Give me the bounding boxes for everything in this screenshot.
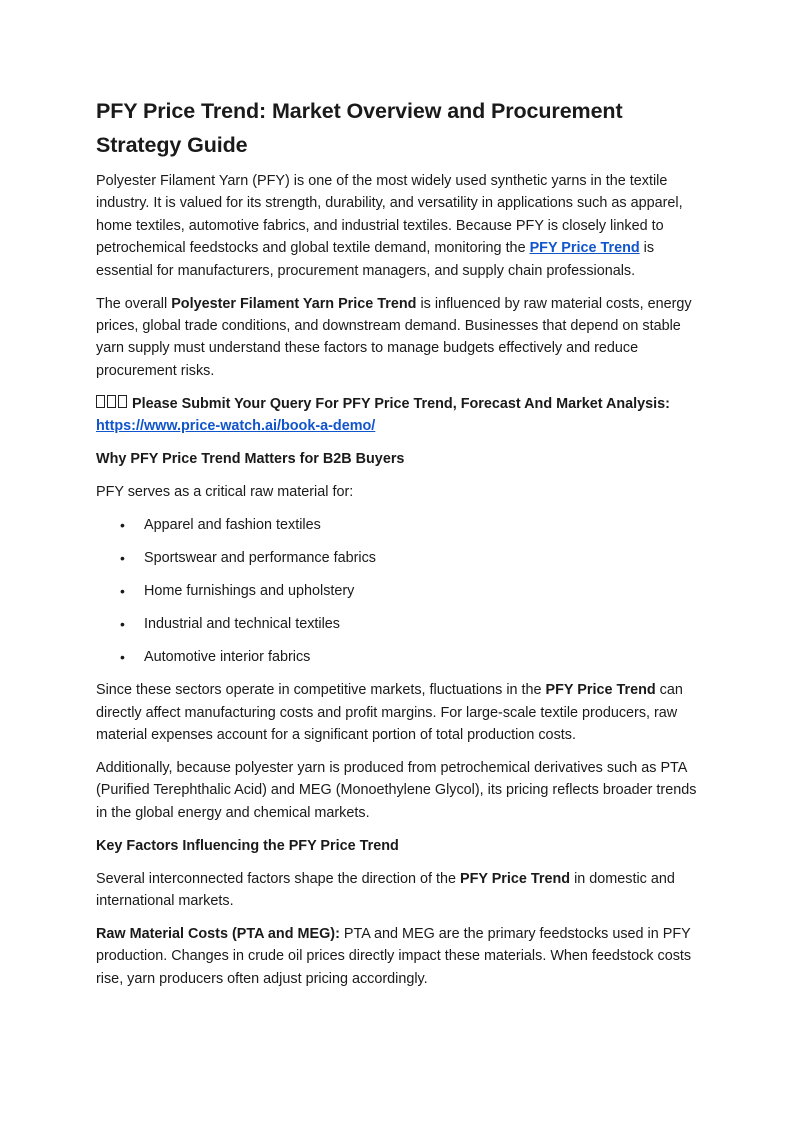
cta-label: Please Submit Your Query For PFY Price Trend, Forecast And Market Analysis:: [132, 395, 670, 412]
bullet-icon: •: [120, 616, 125, 633]
raw-material-paragraph: [96, 923, 700, 990]
overall-text: The overall: [96, 295, 172, 312]
sector-list: [96, 514, 700, 669]
list-item: [96, 547, 700, 569]
book-demo-url-link[interactable]: https://www.price-watch.ai/book-a-demo/: [96, 418, 376, 435]
list-item-text: Industrial and technical textiles: [144, 616, 340, 633]
section-heading-factors: Key Factors Influencing the PFY Price Trend: [96, 837, 399, 854]
raw-material-text: PTA and MEG are the primary feedstocks used in PFY production. Changes in crude oil prices directly impact these materials. When feedstock costs rise, yarn producers often adjust pricing accordingly.: [96, 925, 692, 987]
additionally-paragraph: Additionally, because polyester yarn is produced from petrochemical derivatives such as PTA (Purified Terephthalic Acid) and MEG (Monoethylene Glycol), its pricing reflects broader trends in the global energy and chemical markets.: [96, 759, 697, 821]
list-item: [96, 580, 700, 602]
overall-bold-term: Polyester Filament Yarn Price Trend: [171, 295, 417, 312]
factors-lead: [96, 868, 700, 913]
glyph-box-icon: [107, 395, 116, 408]
factors-text-end: in domestic and international markets.: [96, 870, 675, 909]
list-item-text: Apparel and fashion textiles: [144, 516, 321, 533]
overall-text-end: is influenced by raw material costs, energy prices, global trade conditions, and downstream demand. Businesses that depend on stable yarn supply must understand these factors to manage budgets effectively and reduce procurement risks.: [96, 295, 692, 379]
document-page: [96, 94, 700, 1001]
glyph-box-icon: [96, 395, 105, 408]
list-item: [96, 613, 700, 635]
cta-paragraph: [96, 393, 700, 438]
section-heading-why: Why PFY Price Trend Matters for B2B Buyers: [96, 450, 405, 467]
list-item-text: Sportswear and performance fabrics: [144, 549, 376, 566]
bullet-icon: •: [120, 549, 125, 566]
factors-bold-term: PFY Price Trend: [459, 870, 571, 887]
intro-text: Polyester Filament Yarn (PFY) is one of the most widely used synthetic yarns in the textile industry. It is valued for its strength, durability, and versatility in applications such as apparel, home textiles, automotive fabrics, and industrial textiles. Because PFY is closely linked to petrochemical feedstocks and global textile demand, monitoring the: [96, 173, 683, 257]
raw-material-label: Raw Material Costs (PTA and MEG):: [96, 925, 340, 942]
bullet-icon: •: [120, 582, 125, 599]
glyph-box-icon: [118, 395, 127, 408]
list-item-text: Automotive interior fabrics: [144, 649, 311, 666]
bullet-icon: •: [120, 649, 125, 666]
pfy-price-trend-link[interactable]: PFY Price Trend: [529, 240, 640, 257]
bullet-icon: •: [120, 516, 125, 533]
since-paragraph: [96, 679, 700, 746]
list-item-text: Home furnishings and upholstery: [144, 582, 355, 599]
list-item: [96, 514, 700, 536]
factors-text: Several interconnected factors shape the direction of the: [96, 870, 460, 887]
overall-paragraph: [96, 293, 700, 383]
intro-paragraph: [96, 170, 700, 282]
placeholder-glyph-icons: [96, 393, 132, 415]
why-lead: PFY serves as a critical raw material for:: [96, 483, 354, 500]
since-text-end: can directly affect manufacturing costs and profit margins. For large-scale textile producers, raw material expenses account for a significant portion of total production costs.: [96, 682, 683, 744]
intro-text-end: is essential for manufacturers, procurement managers, and supply chain professionals.: [96, 240, 655, 279]
list-item: [96, 646, 700, 668]
since-text: Since these sectors operate in competitive markets, fluctuations in the: [96, 682, 546, 699]
page-title: PFY Price Trend: Market Overview and Procurement Strategy Guide: [96, 99, 623, 157]
since-bold-term: PFY Price Trend: [545, 682, 656, 699]
